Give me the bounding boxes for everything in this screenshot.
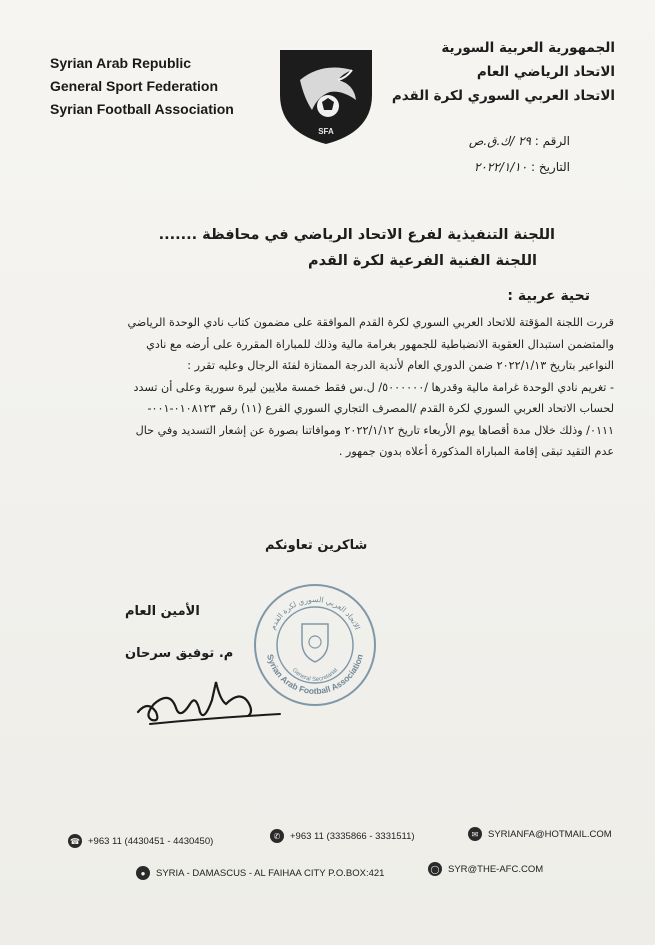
sfa-logo <box>272 40 380 148</box>
en-line-federation: General Sport Federation <box>50 78 219 94</box>
svg-text:SFA: SFA <box>318 127 334 136</box>
addressee-line-1: اللجنة التنفيذية لفرع الاتحاد الرياضي في محافظة ....... <box>158 227 555 243</box>
body-line: قررت اللجنة المؤقتة للاتحاد العربي السوري لكرة القدم الموافقة على مضمون كتاب نادي الوحدة الرياضي <box>127 316 614 329</box>
globe-icon: ◯ <box>428 862 442 876</box>
ar-line-federation: الاتحاد الرياضي العام <box>476 64 615 80</box>
email-1-text: SYRIANFA@HOTMAIL.COM <box>488 828 612 840</box>
reference-block <box>469 128 570 180</box>
body-line: النواعير بتاريخ ٢٠٢٢/١/١٣ ضمن الدوري العام لأندية الدرجة الممتازة لفئة الرجال وعليه تقرر : <box>187 359 614 372</box>
number-value: ٢٩ /ك.ق.ص <box>468 134 531 148</box>
reference-date <box>469 154 570 180</box>
svg-text:Syrian Arab Football Associati: Syrian Arab Football Association <box>265 652 365 697</box>
fax-icon: ✆ <box>270 829 284 843</box>
body-line: ٠١١١/ وذلك خلال مدة أقصاها يوم الأربعاء تاريخ ٢٠٢٢/١/١٢ وموافاتنا بصورة عن إشعار التسديد وفي حال <box>135 423 614 437</box>
phone-icon: ☎ <box>68 834 82 848</box>
en-line-country: Syrian Arab Republic <box>50 55 192 71</box>
date-value: ٢٠٢٢/١/١٠ <box>473 160 528 174</box>
body-line: والمتضمن استبدال العقوبة الانضباطية للجمهور بغرامة مالية وذلك للمباراة المقررة على أرضه مع نادي <box>146 337 614 351</box>
handwritten-signature <box>130 660 290 735</box>
body-line: لحساب الاتحاد العربي السوري لكرة القدم /المصرف التجاري السوري الفرع (١١) رقم ٠١٠٨١٢٣-٠٠١- <box>147 402 614 415</box>
body-line: - تغريم نادي الوحدة غرامة مالية وقدرها /٥٠٠٠٠٠٠/ ل.س فقط خمسة ملايين ليرة سورية وعلى أن تسدد <box>133 380 614 394</box>
footer-phone-2 <box>270 829 415 843</box>
address-text: SYRIA - DAMASCUS - AL FAIHAA CITY P.O.BOX:421 <box>156 867 385 879</box>
phone-2-text: +963 11 (3335866 - 3331511) <box>290 830 415 842</box>
email-2-text: SYR@THE-AFC.COM <box>448 863 544 875</box>
closing-thanks: شاكرين تعاونكم <box>265 538 368 553</box>
greeting: تحية عربية : <box>507 288 590 304</box>
body-line: عدم التقيد تبقى إقامة المباراة المذكورة أعلاه بدون جمهور . <box>338 445 614 458</box>
addressee-line-2: اللجنة الفنية الفرعية لكرة القدم <box>308 253 537 269</box>
footer-phone-1 <box>68 834 213 848</box>
english-letterhead <box>50 52 234 121</box>
arabic-letterhead <box>392 36 615 108</box>
ar-line-association: الاتحاد العربي السوري لكرة القدم <box>391 88 615 104</box>
location-icon: ● <box>136 866 150 880</box>
svg-text:الاتحاد العربي السوري لكرة الق: الاتحاد العربي السوري لكرة القدم <box>268 594 362 632</box>
signatory-name: م. توفيق سرحان <box>125 646 234 661</box>
reference-number <box>469 128 570 154</box>
phone-1-text: +963 11 (4430451 - 4430450) <box>88 835 214 847</box>
svg-text:General Secretariat: General Secretariat <box>290 667 340 684</box>
date-label: التاريخ : <box>530 160 570 174</box>
footer-email-1 <box>468 827 612 841</box>
en-line-association: Syrian Football Association <box>50 101 234 117</box>
letter-body <box>40 312 614 463</box>
footer-email-2 <box>428 862 543 876</box>
email-icon: ✉ <box>468 827 482 841</box>
number-label: الرقم : <box>534 134 570 148</box>
addressee-block <box>159 222 555 274</box>
ar-line-country: الجمهورية العربية السورية <box>441 40 615 56</box>
footer-address <box>136 866 384 880</box>
signatory-title: الأمين العام <box>125 604 200 619</box>
